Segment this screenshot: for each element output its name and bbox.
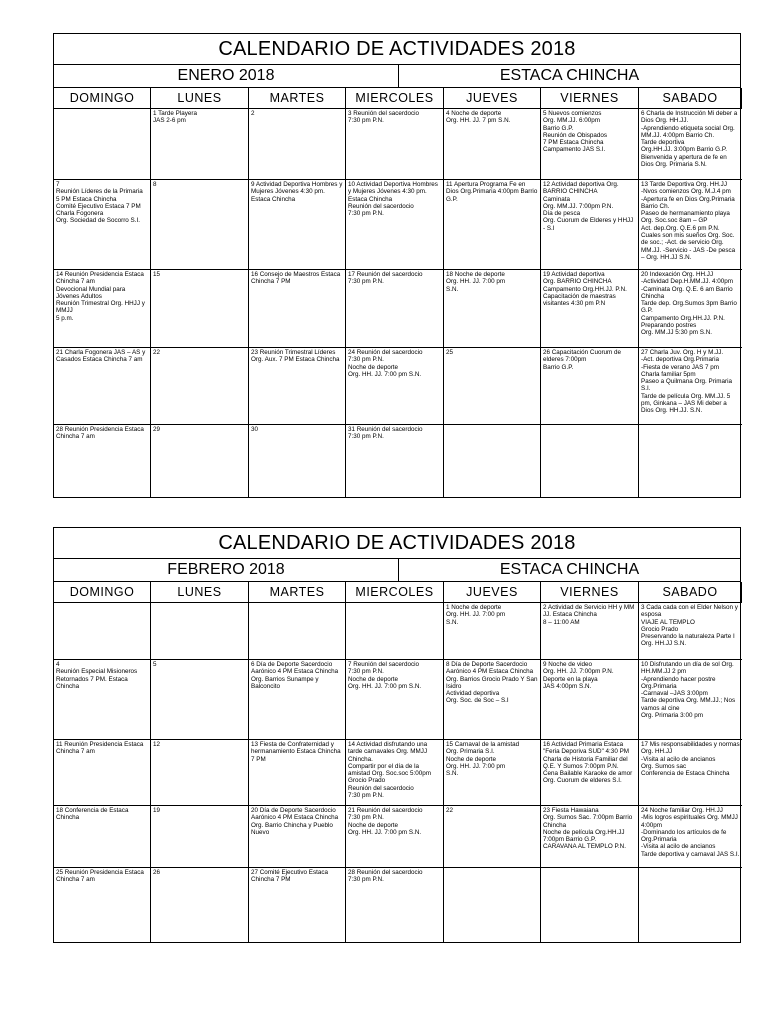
day-cell: 12 [151,740,249,806]
day-cell: 7 Reunión del sacerdocio 7:30 pm P.N. Noche de deporte Org. HH. JJ. 7:00 pm S.N. [346,660,444,740]
day-cell: 26 [151,868,249,942]
day-header-viernes: VIERNES [541,582,639,603]
day-cell: 10 Disfrutando un día de sol Org. HH.MM.JJ 2 pm -Aprendiendo hacer postre Org.Primaria -Carnaval –JAS 3:00pm Tarde deportiva Org. MM.JJ.; Nos vamos al cine Org. Primaria 3:00 pm [639,660,742,740]
day-cell [639,868,742,942]
day-cell: 28 Reunión Presidencia Estaca Chincha 7 am [54,425,151,497]
day-cell: 14 Actividad disfrutando una tarde carnavales Org. MMJJ Chincha. Compartir por el día de la amistad Org. Soc.soc 5:00pm Grocio Prado Reunión del sacerdocio 7:30 pm P.N. [346,740,444,806]
day-header-domingo: DOMINGO [54,88,151,109]
day-cell: 18 Noche de deporte Org. HH. JJ. 7:00 pm S.N. [444,270,541,348]
day-cell [444,868,541,942]
day-cell: 6 Día de Deporte Sacerdocio Aarónico 4 PM Estaca Chincha Org. Barrios Sunampe y Balconcito [249,660,346,740]
day-cell: 29 [151,425,249,497]
day-cell: 23 Reunión Trimestral Líderes Org. Aux. 7 PM Estaca Chincha [249,348,346,425]
day-cell: 20 Indexación Org. HH.JJ -Actividad Dep.H.MM.JJ. 4:00pm -Caminata Org. Q.E. 6 am Barrio Chincha Tarde dep. Org.Sumos 3pm Barrio G.P. Campamento Org.HH.JJ. P.N. Preparando postres Org. MM.JJ 5:30 pm S.N. [639,270,742,348]
day-cell: 15 Carnaval de la amistad Org. Primaria S.I. Noche de deporte Org. HH. JJ. 7:00 pm S.N. [444,740,541,806]
day-cell: 27 Charla Juv. Org. H y M.JJ. -Act. deportiva Org.Primaria -Fiesta de verano JAS 7 pm Charla familiar 5pm Paseo a Quilmana Org. Primaria S.I. Tarde de película Org. MM.JJ. 5 pm, Ginkana – JAS Mi deber a Dios Org. HH.JJ. S.N. [639,348,742,425]
day-cell: 31 Reunión del sacerdocio 7:30 pm P.N. [346,425,444,497]
day-cell [151,603,249,660]
day-header-lunes: LUNES [151,582,249,603]
day-cell: 1 Tarde Playera JAS 2-6 pm [151,109,249,180]
day-cell: 4 Noche de deporte Org. HH. JJ. 7 pm S.N. [444,109,541,180]
day-cell: 3 Cada cada con el Elder Nelson y esposa VIAJE AL TEMPLO Grocio Prado Preservando la naturaleza Parte I Org. HH.JJ S.N. [639,603,742,660]
day-cell: 26 Capacitación Cuorum de elderes 7:00pm Barrio G.P. [541,348,639,425]
day-cell: 24 Reunión del sacerdocio 7:30 pm P.N. Noche de deporte Org. HH. JJ. 7:00 pm S.N. [346,348,444,425]
day-cell: 23 Fiesta Hawaiana Org. Sumos Sac. 7:00pm Barrio Chincha Noche de película Org.HH.JJ 7:00pm Barrio G.P. CARAVANA AL TEMPLO P.N. [541,806,639,868]
day-header-domingo: DOMINGO [54,582,151,603]
day-cell: 3 Reunión del sacerdocio 7:30 pm P.N. [346,109,444,180]
day-cell: 18 Conferencia de Estaca Chincha [54,806,151,868]
day-cell: 17 Reunión del sacerdocio 7:30 pm P.N. [346,270,444,348]
day-cell: 11 Apertura Programa Fe en Dios Org.Primaria 4:00pm Barrio G.P. [444,180,541,270]
day-cell: 30 [249,425,346,497]
day-cell: 5 Nuevos comienzos Org. MM.JJ. 6:00pm Barrio G.P. Reunión de Obispados 7 PM Estaca Chincha Campamento JAS S.I. [541,109,639,180]
day-cell: 16 Actividad Primaria Estaca "Feria Deporiva SUD" 4:30 PM Charla de Historia Familiar del Q.E. Y Sumos 7:00pm P.N. Cena Bailable Karaoke de amor Org. Cuorum de elderes S.I. [541,740,639,806]
day-header-sabado: SABADO [639,88,742,109]
calendar-title: CALENDARIO DE ACTIVIDADES 2018 [54,34,740,65]
day-cell: 5 [151,660,249,740]
day-cell: 28 Reunión del sacerdocio 7:30 pm P.N. [346,868,444,942]
day-cell: 15 [151,270,249,348]
day-cell: 7 Reunión Líderes de la Primaria 5 PM Estaca Chincha Comité Ejecutivo Estaca 7 PM Charla Fogonera Org. Sociedad de Socorro S.I. [54,180,151,270]
day-cell: 10 Actividad Deportiva Hombres y Mujeres Jóvenes 4:30 pm. Estaca Chincha Reunión del sacerdocio 7:30 pm P.N. [346,180,444,270]
estaca-label: ESTACA CHINCHA [499,561,640,578]
day-cell [639,425,742,497]
day-cell: 21 Charla Fogonera JAS – AS y Casados Estaca Chincha 7 am [54,348,151,425]
day-cell: 16 Consejo de Maestros Estaca Chincha 7 PM [249,270,346,348]
day-header-miercoles: MIERCOLES [346,88,444,109]
day-cell: 27 Comité Ejecutivo Estaca Chincha 7 PM [249,868,346,942]
day-cell: 22 [151,348,249,425]
day-cell: 6 Charla de Instrucción Mi deber a Dios Org. HH.JJ. -Aprendiendo etiqueta social Org. MM.JJ. 4:00pm Barrio Ch. Tarde deportiva Org.HH.JJ. 3:00pm Barrio G.P. Bienvenida y apertura de fe en Dios Org. Primaria S.N. [639,109,742,180]
day-cell: 13 Fiesta de Confraternidad y hermanamiento Estaca Chincha 7 PM [249,740,346,806]
day-cell: 19 [151,806,249,868]
calendar-title: CALENDARIO DE ACTIVIDADES 2018 [54,528,740,559]
day-cell [54,109,151,180]
day-cell: 25 Reunión Presidencia Estaca Chincha 7 am [54,868,151,942]
day-header-miercoles: MIERCOLES [346,582,444,603]
day-cell [444,425,541,497]
day-header-lunes: LUNES [151,88,249,109]
day-cell: 25 [444,348,541,425]
day-cell [249,603,346,660]
day-header-martes: MARTES [249,88,346,109]
day-cell: 22 [444,806,541,868]
day-cell: 9 Actividad Deportiva Hombres y Mujeres Jóvenes 4:30 pm. Estaca Chincha [249,180,346,270]
day-cell: 2 [249,109,346,180]
day-header-jueves: JUEVES [444,582,541,603]
day-header-jueves: JUEVES [444,88,541,109]
day-header-viernes: VIERNES [541,88,639,109]
calendar-grid [54,582,740,942]
month-label: FEBRERO 2018 [54,559,399,581]
estaca-label: ESTACA CHINCHA [499,67,640,84]
calendar-febrero [53,527,741,943]
month-header [54,559,740,582]
day-cell [54,603,151,660]
calendar-enero [53,33,741,498]
day-cell: 14 Reunión Presidencia Estaca Chincha 7 am Devocional Mundial para Jóvenes Adultos Reunión Trimestral Org. HHJJ y MMJJ 5 p.m. [54,270,151,348]
day-cell: 11 Reunión Presidencia Estaca Chincha 7 am [54,740,151,806]
day-cell [541,868,639,942]
month-header [54,65,740,88]
day-cell: 20 Día de Deporte Sacerdocio Aarónico 4 PM Estaca Chincha Org. Barrio Chincha y Pueblo Nuevo [249,806,346,868]
day-cell: 8 Día de Deporte Sacerdocio Aarónico 4 PM Estaca Chincha Org. Barrios Grocio Prado Y San Isidro Actividad deportiva Org. Soc. de Soc – S.I [444,660,541,740]
calendar-grid [54,88,740,497]
day-cell: 13 Tarde Deportiva Org. HH.JJ -Nvos comienzos Org. M.J.4 pm -Apertura fe en Dios Org.Primaria Barrio Ch. Paseo de hermanamiento playa Org. Soc.soc 8am – GP Act. dep.Org. Q.E.6 pm P.N. Cuales son mis sueños Org. Soc. de soc.; -Act. de servicio Org. MM.JJ. -Servicio - JAS -De pesca – Org. HH.JJ S.N. [639,180,742,270]
day-cell: 17 Mis responsabilidades y normas Org. HH.JJ -Visita al acilo de ancianos Org. Sumos sac Conferencia de Estaca Chincha [639,740,742,806]
day-cell: 19 Actividad deportiva Org. BARRIO CHINCHA Campamento Org.HH.JJ. P.N. Capacitación de maestras visitantes 4:30 pm P.N [541,270,639,348]
day-cell: 12 Actividad deportiva Org. BARRIO CHINCHA Caminata Org. MM.JJ. 7:00pm P.N. Día de pesca Org. Cuorum de Elderes y HHJJ - S.I [541,180,639,270]
month-label: ENERO 2018 [54,65,399,87]
day-cell: 4 Reunión Especial Misioneros Retornados 7 PM. Estaca Chincha [54,660,151,740]
day-cell: 24 Noche familiar Org. HH.JJ -Mis logros espirituales Org. MMJJ 4:00pm -Dominando los artículos de fe Org.Primaria -Visita al acilo de ancianos Tarde deportiva y carnaval JAS S.I. [639,806,742,868]
day-cell: 1 Noche de deporte Org. HH. JJ. 7:00 pm S.N. [444,603,541,660]
day-cell [346,603,444,660]
day-cell: 21 Reunión del sacerdocio 7:30 pm P.N. Noche de deporte Org. HH. JJ. 7:00 pm S.N. [346,806,444,868]
day-cell: 8 [151,180,249,270]
day-cell [541,425,639,497]
day-header-sabado: SABADO [639,582,742,603]
day-cell: 2 Actividad de Servicio HH y MM JJ. Estaca Chincha 8 – 11:00 AM [541,603,639,660]
day-cell: 9 Noche de video Org. HH. JJ. 7:00pm P.N. Deporte en la playa JAS 4:00pm S.N. [541,660,639,740]
day-header-martes: MARTES [249,582,346,603]
